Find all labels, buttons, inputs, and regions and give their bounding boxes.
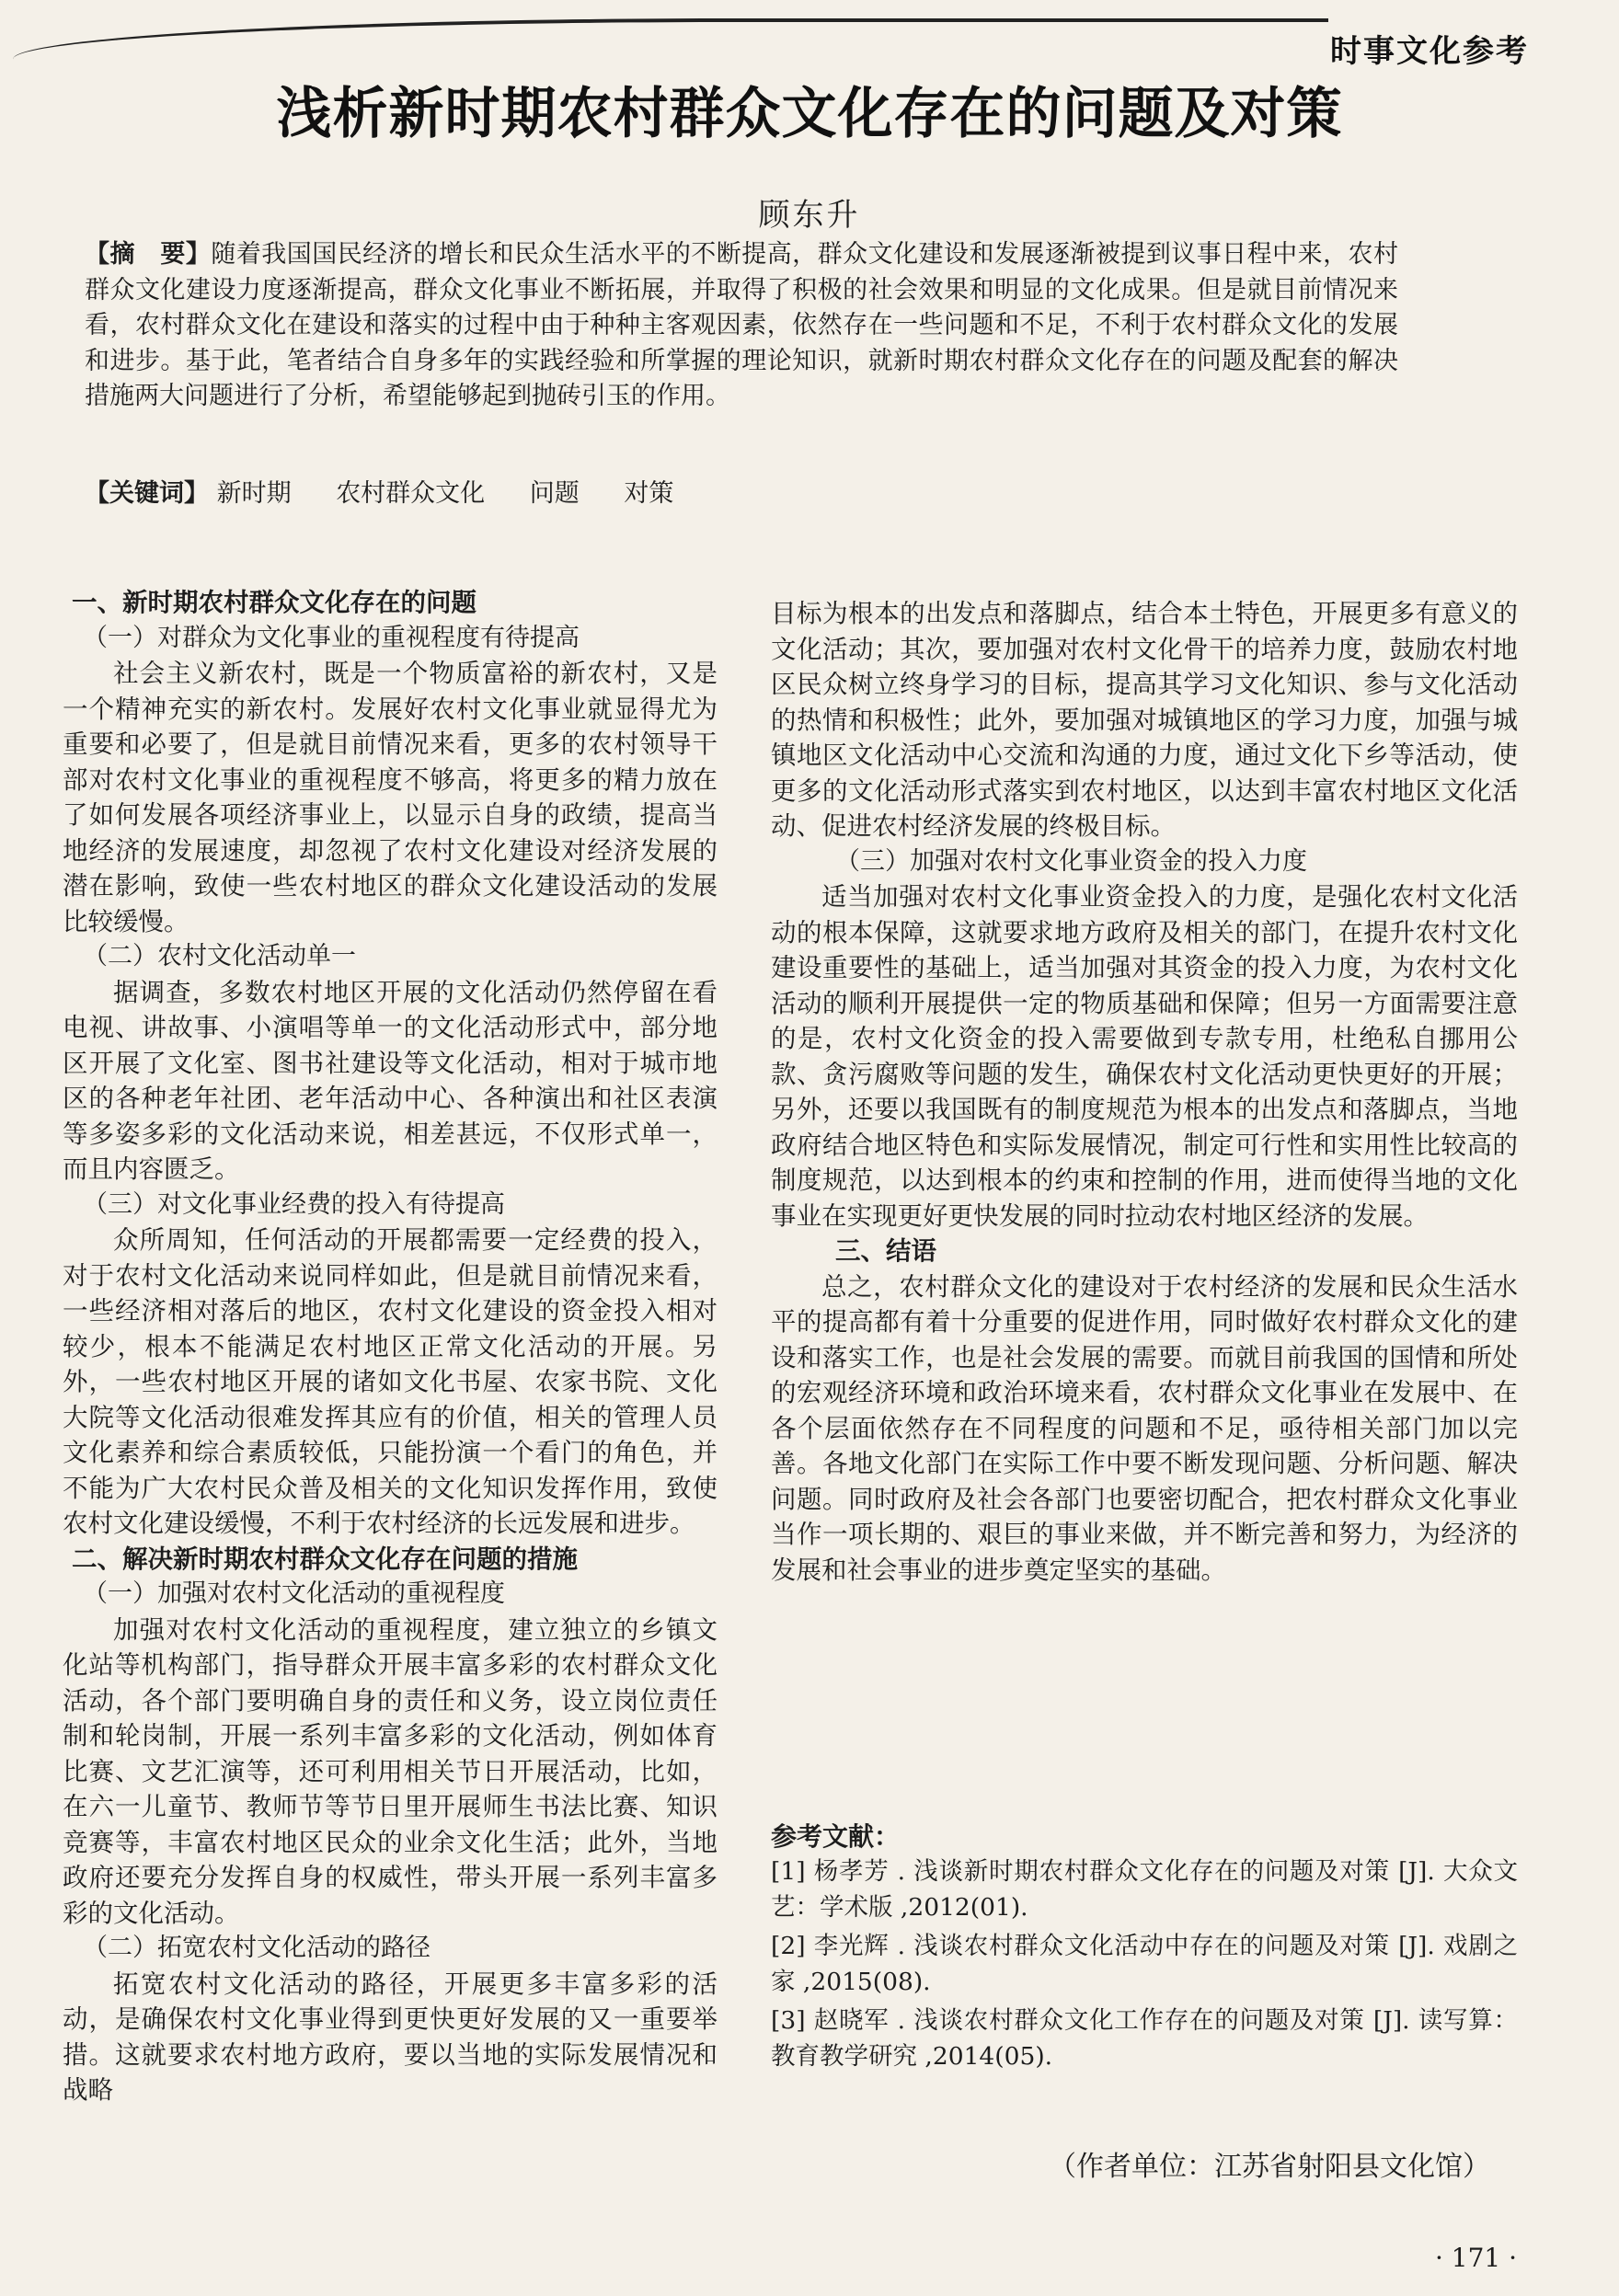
keywords-label: 【关键词】: [85, 479, 209, 508]
subsection-heading: （二）农村文化活动单一: [83, 942, 356, 970]
subsection-heading: （二）拓宽农村文化活动的路径: [83, 1934, 431, 1962]
paragraph: 社会主义新农村，既是一个物质富裕的新农村，又是一个精神充实的新农村。发展好农村文化事业就显得尤为重要和必要了，但是就目前情况来看，更多的农村领导干部对农村文化事业的重视程度不够高，将更多的精力放在了如何发展各项经济事业上，以显示自身的政绩，提高当地经济的发展速度，却忽视了农村文化建设对经济发展的潜在影响，致使一些农村地区的群众文化建设活动的发展比较缓慢。: [63, 659, 718, 936]
keyword: 对策: [624, 479, 674, 508]
references-heading: 参考文献：: [771, 1821, 901, 1852]
section-label: 时事文化参考: [1330, 33, 1529, 70]
reference-item: [3] 赵晓军 . 浅谈农村群众文化工作存在的问题及对策 [J]. 读写算：教育教学研究 ,2014(05).: [771, 2006, 1518, 2071]
paragraph: 适当加强对农村文化事业资金投入的力度，是强化农村文化活动的根本保障，这就要求地方政府及相关的部门，在提升农村文化建设重要性的基础上，适当加强对其资金的投入力度，为农村文化活动的顺利开展提供一定的物质基础和保障；但另一方面需要注意的是，农村文化资金的投入需要做到专款专用，杜绝私自挪用公款、贪污腐败等问题的发生，确保农村文化活动更快更好的开展；另外，还要以我国既有的制度规范为根本的出发点和落脚点，当地政府结合地区特色和实际发展情况，制定可行性和实用性比较高的制度规范，以达到根本的约束和控制的作用，进而使得当地的文化事业在实现更好更快发展的同时拉动农村地区经济的发展。: [771, 882, 1518, 1231]
paragraph: 据调查，多数农村地区开展的文化活动仍然停留在看电视、讲故事、小演唱等单一的文化活动形式中，部分地区开展了文化室、图书社建设等文化活动，相对于城市地区的各种老年社团、老年活动中心、各种演出和社区表演等多姿多彩的文化活动来说，相差甚远，不仅形式单一，而且内容匮乏。: [63, 977, 718, 1184]
section-heading: 二、解决新时期农村群众文化存在问题的措施: [72, 1544, 578, 1574]
paragraph: 拓宽农村文化活动的路径，开展更多丰富多彩的活动，是确保农村文化事业得到更快更好发展的又一重要举措。这就要求农村地方政府，要以当地的实际发展情况和战略: [63, 1969, 718, 2105]
section-heading: 三、结语: [835, 1236, 936, 1266]
author-affiliation: （作者单位：江苏省射阳县文化馆）: [1049, 2151, 1490, 2183]
page-number: · 171 ·: [1435, 2243, 1518, 2273]
subsection-heading: （一）对群众为文化事业的重视程度有待提高: [83, 623, 580, 652]
article-title: 浅析新时期农村群众文化存在的问题及对策: [276, 82, 1343, 146]
reference-item: [1] 杨孝芳 . 浅谈新时期农村群众文化存在的问题及对策 [J]. 大众文艺：学术版 ,2012(01).: [771, 1857, 1518, 1922]
subsection-heading: （三）对文化事业经费的投入有待提高: [83, 1189, 505, 1219]
subsection-heading: （三）加强对农村文化事业资金的投入力度: [835, 846, 1307, 876]
keywords: [85, 476, 1097, 511]
section-heading: 一、新时期农村群众文化存在的问题: [72, 588, 477, 617]
keyword: 问题: [529, 479, 580, 508]
references-list: [771, 1854, 1518, 2078]
article-author: 顾东升: [758, 197, 861, 234]
left-column: [63, 585, 718, 2108]
abstract-label: 【摘 要】: [85, 240, 212, 269]
paragraph: 众所周知，任何活动的开展都需要一定经费的投入，对于农村文化活动来说同样如此，但是就目前情况来看，一些经济相对落后的地区，农村文化建设的资金投入相对较少，根本不能满足农村地区正常文化活动的开展。另外，一些农村地区开展的诸如文化书屋、农家书院、文化大院等文化活动很难发挥其应有的价值，相关的管理人员文化素养和综合素质较低，只能扮演一个看门的角色，并不能为广大农村民众普及相关的文化知识发挥作用，致使农村文化建设缓慢，不利于农村经济的长远发展和进步。: [63, 1225, 718, 1538]
paragraph: 加强对农村文化活动的重视程度，建立独立的乡镇文化站等机构部门，指导群众开展丰富多彩的农村群众文化活动，各个部门要明确自身的责任和义务，设立岗位责任制和轮岗制，开展一系列丰富多彩的文化活动，例如体育比赛、文艺汇演等，还可利用相关节日开展活动，比如，在六一儿童节、教师节等节日里开展师生书法比赛、知识竞赛等，丰富农村地区民众的业余文化生活；此外，当地政府还要充分发挥自身的权威性，带头开展一系列丰富多彩的文化活动。: [63, 1614, 718, 1928]
right-column: [771, 596, 1518, 1588]
abstract: [85, 237, 1398, 415]
keyword: 农村群众文化: [336, 479, 486, 508]
abstract-text: 随着我国国民经济的增长和民众生活水平的不断提高，群众文化建设和发展逐渐被提到议事日程中来，农村群众文化建设力度逐渐提高，群众文化事业不断拓展，并取得了积极的社会效果和明显的文化成果。但是就目前情况来看，农村群众文化在建设和落实的过程中由于种种主客观因素，依然存在一些问题和不足，不利于农村群众文化的发展和进步。基于此，笔者结合自身多年的实践经验和所掌握的理论知识，就新时期农村群众文化存在的问题及配套的解决措施两大问题进行了分析，希望能够起到抛砖引玉的作用。: [85, 240, 1399, 410]
subsection-heading: （一）加强对农村文化活动的重视程度: [83, 1579, 505, 1608]
paragraph: 目标为根本的出发点和落脚点，结合本土特色，开展更多有意义的文化活动；其次，要加强对农村文化骨干的培养力度，鼓励农村地区民众树立终身学习的目标，提高其学习文化知识、参与文化活动的热情和积极性；此外，要加强对城镇地区的学习力度，加强与城镇地区文化活动中心交流和沟通的力度，通过文化下乡等活动，使更多的文化活动形式落实到农村地区，以达到丰富农村地区文化活动、促进农村经济发展的终极目标。: [771, 599, 1518, 841]
paragraph: 总之，农村群众文化的建设对于农村经济的发展和民众生活水平的提高都有着十分重要的促进作用，同时做好农村群众文化的建设和落实工作，也是社会发展的需要。而就目前我国的国情和所处的宏观经济环境和政治环境来看，农村群众文化事业在发展中、在各个层面依然存在不同程度的问题和不足，亟待相关部门加以完善。各地文化部门在实际工作中要不断发现问题、分析问题、解决问题。同时政府及社会各部门也要密切配合，把农村群众文化事业当作一项长期的、艰巨的事业来做，并不断完善和努力，为经济的发展和社会事业的进步奠定坚实的基础。: [771, 1271, 1518, 1585]
reference-item: [2] 李光辉 . 浅谈农村群众文化活动中存在的问题及对策 [J]. 戏剧之家 ,2015(08).: [771, 1932, 1518, 1996]
keyword: 新时期: [216, 479, 292, 508]
